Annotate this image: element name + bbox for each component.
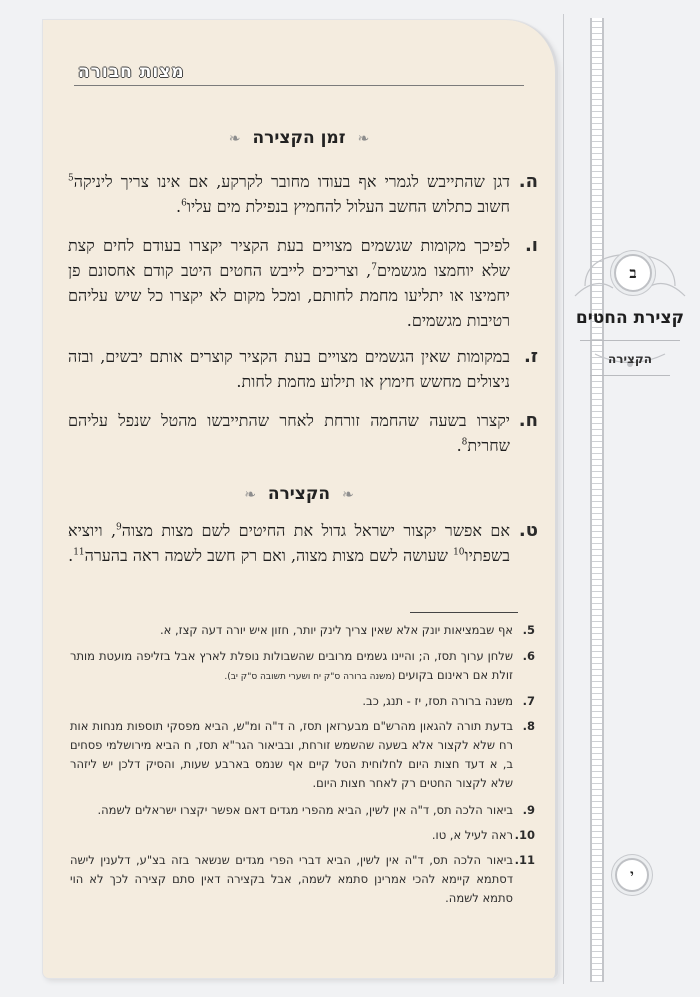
footnote-text: בדעת תורה להגאון מהרש"ם מבערזאן תסז, ה ד"ה ומ"ש, הביא מפסקי תוספות מנחות אות רח שלא לקצור אלא בשעה שהשמש זורחת, ובביאור הגר"א תסז, ח הביא מירושלמי פסחים ב, א דעד חצות היום לחלוחית הטל קיים אף שנמס בארבע שעות, והסיק דלכן יש ליזהר שלא לקצור החטים רק לאחר חצות היום. xyxy=(70,719,513,790)
footnote-text: ביאור הלכה תס, ד"ה אין לשין, הביא מהפרי מגדים דאם אפשר יקצרו ישראלים לשמה. xyxy=(97,803,513,817)
source-citation: (משנה ברורה ס"ק יח ושערי תשובה ס"ק יב). xyxy=(224,672,399,682)
frame-line xyxy=(563,14,564,984)
tab-rule xyxy=(580,340,680,341)
footnote-7 xyxy=(70,692,535,711)
chapter-subtitle[interactable]: הקצירה xyxy=(608,352,652,366)
paragraph-vav xyxy=(68,233,538,333)
ornament-icon: ❧ xyxy=(342,487,354,503)
footnote-5 xyxy=(70,621,535,640)
footnote-number: 6. xyxy=(522,649,535,663)
paragraph-letter: ז. xyxy=(523,346,538,367)
tab-rule xyxy=(590,375,670,376)
paragraph-text xyxy=(68,169,510,219)
ornament-icon: ❧ xyxy=(357,131,370,147)
paragraph-letter: ח. xyxy=(518,410,538,431)
section-heading-harvest-time xyxy=(43,128,555,148)
footnote-number: 11. xyxy=(514,853,535,867)
footnote-ref[interactable]: 9 xyxy=(116,522,122,533)
section-title: זמן הקצירה xyxy=(252,128,346,148)
chapter-title[interactable]: קצירת החטים xyxy=(575,308,685,328)
text-run: חשוב כתלוש החשב העלול להחמיץ בנפילת מים עליו xyxy=(186,197,510,216)
paragraph-he xyxy=(68,169,538,219)
section-heading-harvest xyxy=(43,484,555,504)
footnote-number: 7. xyxy=(522,694,535,708)
section-title: הקצירה xyxy=(267,484,331,504)
text-run: יקצרו בשעה שהחמה זורחת לאחר שהתייבשו מהטל שנפל עליהם שחרית xyxy=(68,411,510,455)
paragraph-text: במקומות שאין הגשמים מצויים בעת הקציר קוצרים אותם יבשים, ובזה ניצולים מחשש חימוץ או תילוע מחמת לחות. xyxy=(68,347,510,391)
footnote-ref[interactable]: 6 xyxy=(181,198,187,209)
footnote-11 xyxy=(70,851,535,908)
paragraph-text xyxy=(68,518,510,568)
footnote-ref[interactable]: 11 xyxy=(73,547,85,558)
text-run: , וצריכים לייבש החטים היטב קודם אחסונם פן יחמיצו או יתליעו מחמת לחותם, ומכל מקום לא יקצרו כל שיש עליהם רטיבות מגשמים. xyxy=(68,261,510,330)
footnote-text: אף שבמציאות יונק אלא שאין צריך לינק יותר, חזון איש יורה דעה קצז, א. xyxy=(159,623,513,637)
footnote-text xyxy=(70,647,513,687)
text-run: . xyxy=(176,197,182,216)
text-run: , ויוציא בשפתיו xyxy=(68,521,510,565)
text-run: שעושה לשם מצות מצוה, ואם רק חשב לשמה ראה בהערה xyxy=(84,546,454,565)
page-number: י xyxy=(615,858,649,892)
footnote-9 xyxy=(70,801,535,820)
paragraph-text xyxy=(68,233,510,333)
footnote-text: ביאור הלכה תס, ד"ה אין לשין, הביא דברי הפרי מגדים שנשאר בזה בצ"ע, דלענין לישה דסתמא קיימא להכי אמרינן סתמא לשמה, אבל בקצירה דאין סתם קצירה לכך לא הוי סתמא לשמה. xyxy=(70,853,513,905)
text-run: . xyxy=(68,546,74,565)
ornament-icon: ❧ xyxy=(244,487,256,503)
footnote-number: 10. xyxy=(514,828,535,842)
paragraph-letter: ו. xyxy=(524,235,538,256)
chapter-badge[interactable]: ב xyxy=(614,254,652,292)
decorative-side-strip xyxy=(590,18,604,982)
footnote-ref[interactable]: 5 xyxy=(68,173,74,184)
paragraph-text xyxy=(68,408,510,458)
footnote-text: משנה ברורה תסז, יז - תנג, כב. xyxy=(362,694,513,708)
paragraph-zayin xyxy=(68,344,538,394)
footnote-6 xyxy=(70,647,535,687)
footnote-ref[interactable]: 8 xyxy=(461,437,468,448)
paragraph-tet xyxy=(68,518,538,568)
text-run: לפיכך מקומות שגשמים מצויים בעת הקציר יקצרו בעודם לחים קצת שלא יוחמצו מגשמים xyxy=(68,236,511,280)
footnote-ref[interactable]: 7 xyxy=(371,262,377,273)
footnote-ref[interactable]: 10 xyxy=(453,547,465,558)
text-run: דגן שהתייבש לגמרי אף בעודו מחובר לקרקע, אם אינו צריך ליניקה xyxy=(73,172,510,191)
paragraph-het xyxy=(68,408,538,458)
footnote-number: 5. xyxy=(522,623,535,637)
text-run: אם אפשר יקצור ישראל גדול את החיטים לשם מצות מצוה xyxy=(121,521,510,540)
footnote-separator xyxy=(410,612,518,613)
paragraph-letter: ה. xyxy=(518,171,538,192)
footnote-text: ראה לעיל א, טו. xyxy=(431,828,513,842)
paragraph-letter: ט. xyxy=(518,520,538,541)
ornament-icon: ❧ xyxy=(228,131,241,147)
footnote-number: 9. xyxy=(522,803,535,817)
running-header-title: מצות חבורה xyxy=(78,62,185,82)
text-run: שלחן ערוך תסז, ה; והיינו גשמים מרובים שהשבולות נופלת לארץ אבל בזליפה מועטת מותר זולת אם ראינום בקועים xyxy=(70,649,513,682)
footnote-number: 8. xyxy=(522,719,535,733)
text-run: . xyxy=(456,436,462,455)
footnote-8 xyxy=(70,717,535,793)
header-rule xyxy=(74,85,524,86)
footnote-10 xyxy=(70,826,535,845)
